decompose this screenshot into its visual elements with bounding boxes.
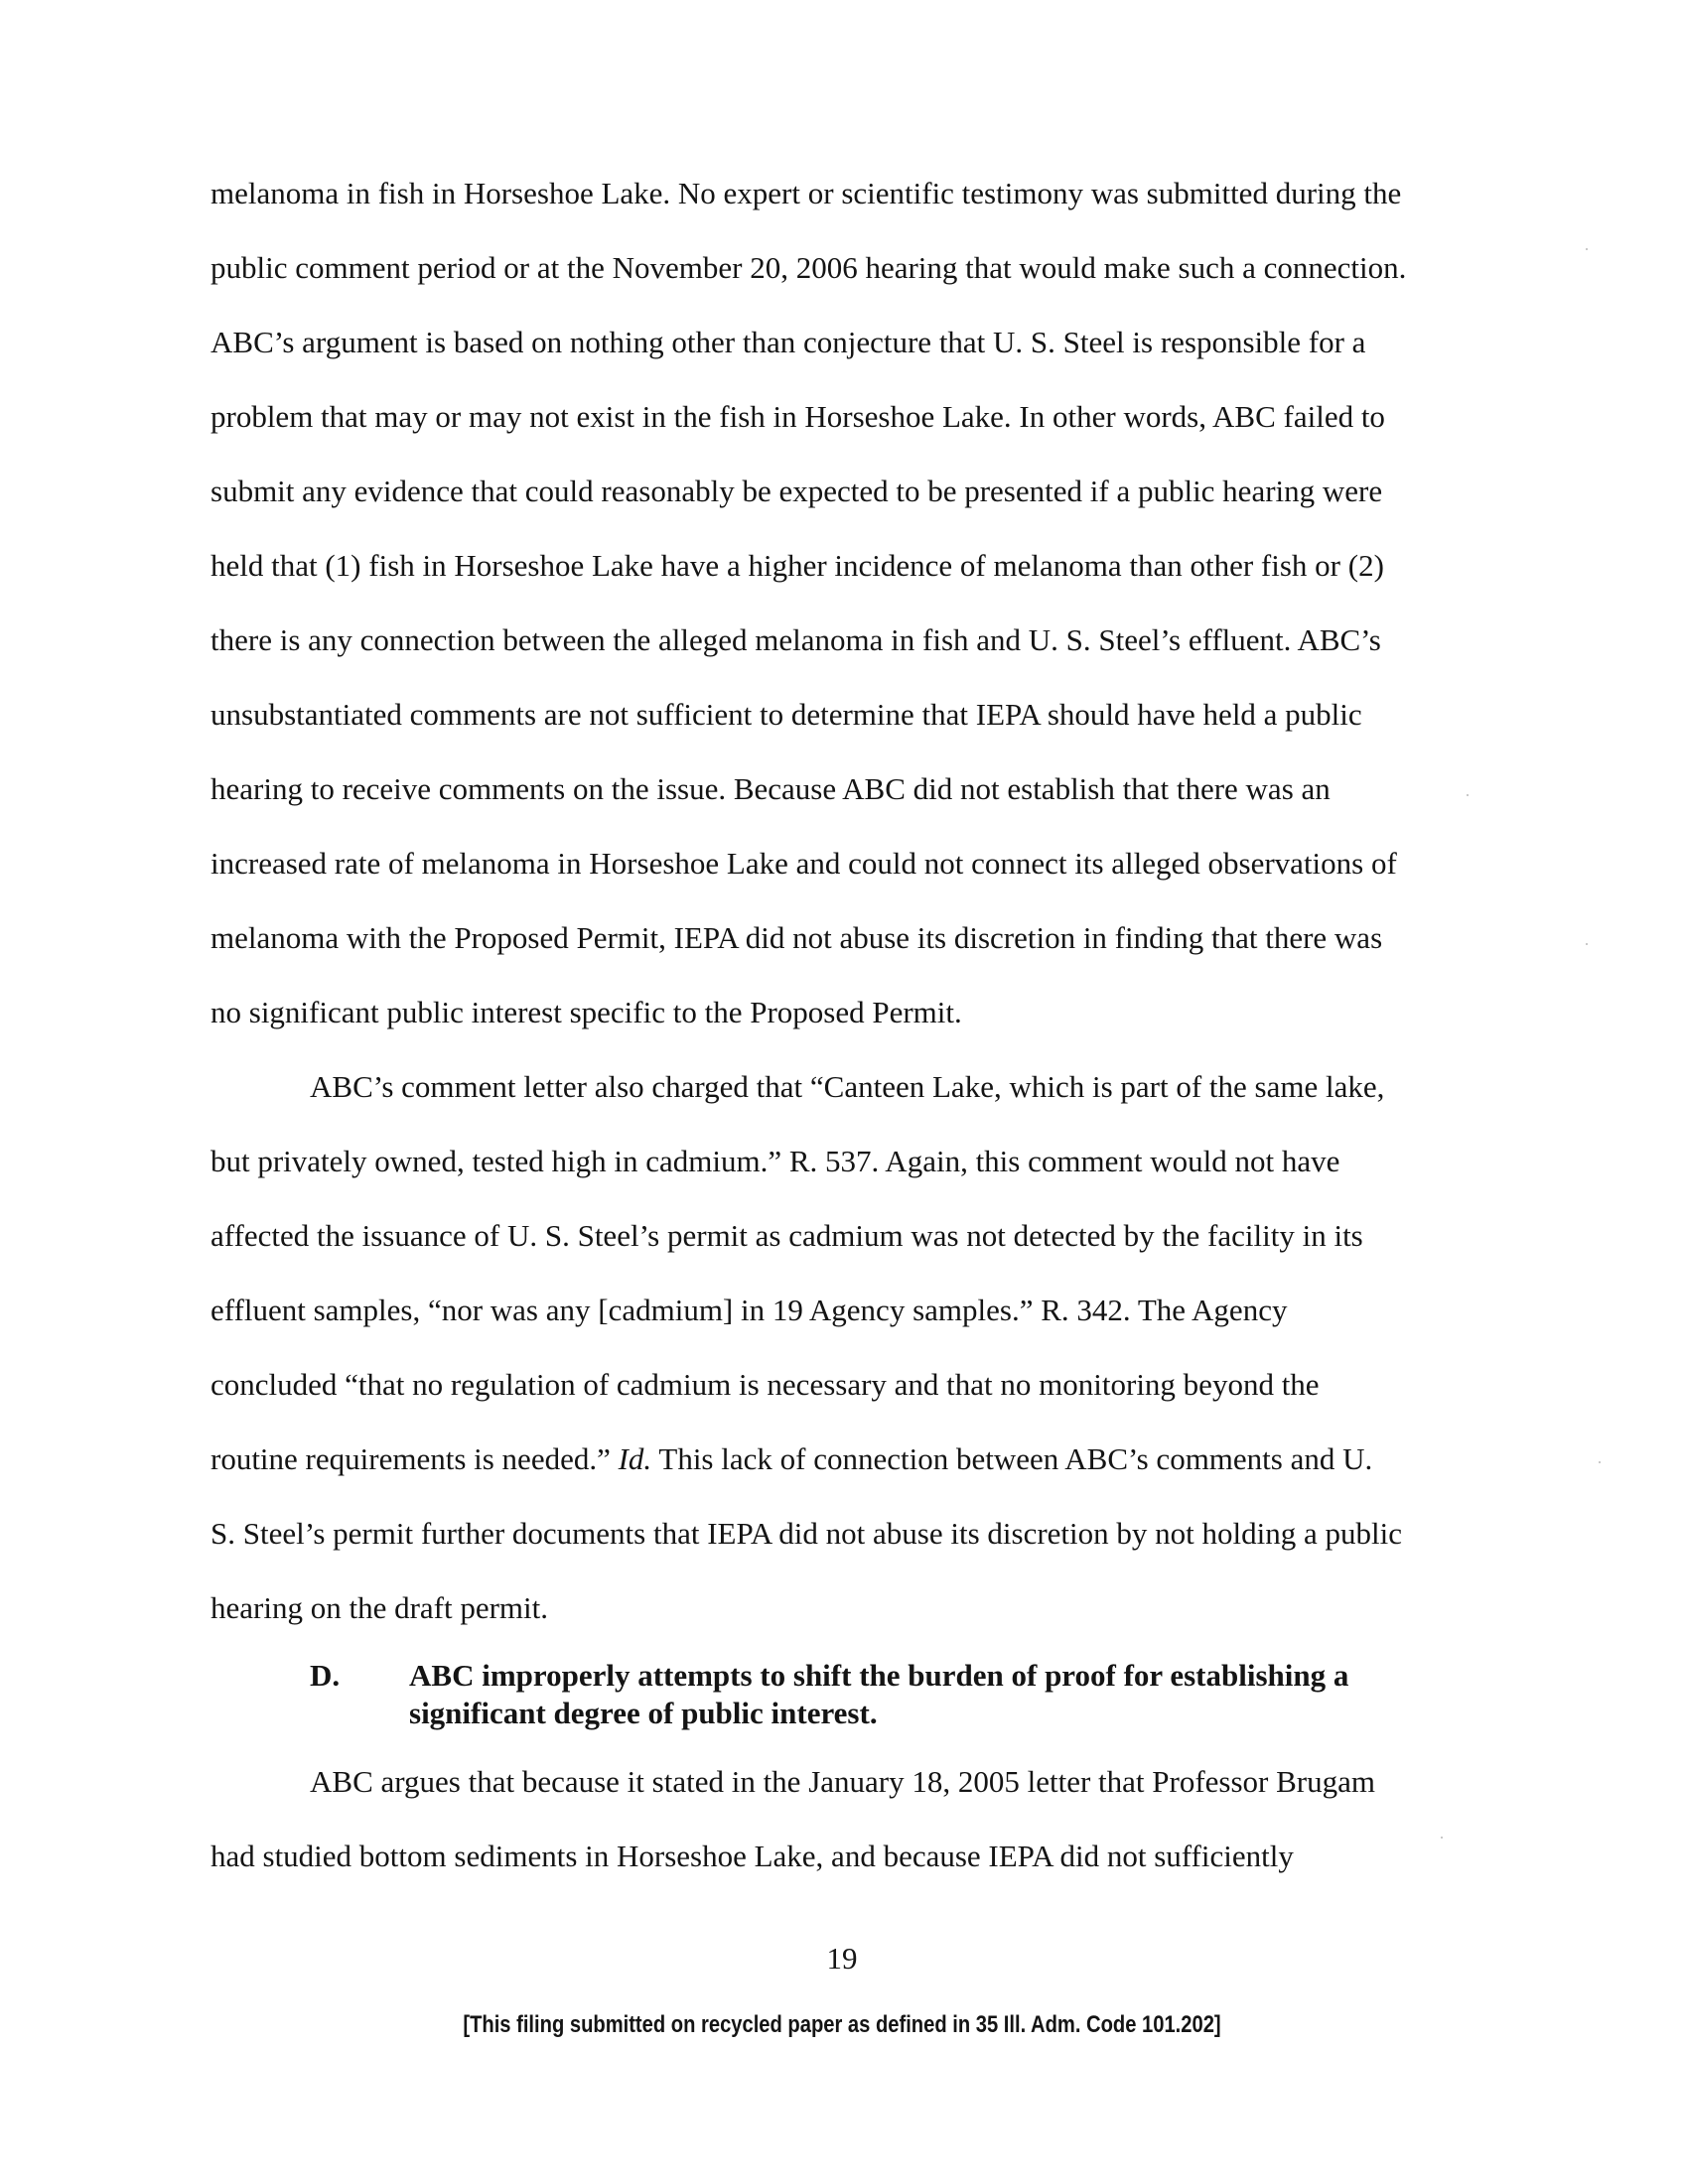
text-line: public comment period or at the November 20, 2006 hearing that would make such a connection.	[210, 250, 1407, 285]
text-line: S. Steel’s permit further documents that IEPA did not abuse its discretion by not holding a public	[210, 1516, 1402, 1551]
scan-speck	[1467, 794, 1469, 796]
text-line: concluded “that no regulation of cadmium is necessary and that no monitoring beyond the	[210, 1367, 1320, 1402]
text-line: unsubstantiated comments are not sufficient to determine that IEPA should have held a public	[210, 697, 1362, 732]
text-line: melanoma in fish in Horseshoe Lake. No expert or scientific testimony was submitted during the	[210, 176, 1402, 210]
recycled-paper-footer: [This filing submitted on recycled paper as defined in 35 Ill. Adm. Code 101.202]	[463, 2011, 1221, 2038]
text-line: problem that may or may not exist in the fish in Horseshoe Lake. In other words, ABC failed to	[210, 399, 1385, 434]
text-line: increased rate of melanoma in Horseshoe Lake and could not connect its alleged observations of	[210, 846, 1397, 881]
text-segment: routine requirements is needed.”	[210, 1441, 619, 1476]
scan-speck	[1441, 1837, 1443, 1839]
text-line: affected the issuance of U. S. Steel’s permit as cadmium was not detected by the facility in its	[210, 1218, 1363, 1253]
text-line: had studied bottom sediments in Horseshoe Lake, and because IEPA did not sufficiently	[210, 1839, 1294, 1873]
page-number: 19	[826, 1941, 858, 1976]
text-line: submit any evidence that could reasonably be expected to be presented if a public hearing were	[210, 474, 1383, 508]
scan-speck	[1586, 248, 1588, 250]
text-line: held that (1) fish in Horseshoe Lake have a higher incidence of melanoma than other fish or (2)	[210, 548, 1384, 583]
text-line: there is any connection between the alleged melanoma in fish and U. S. Steel’s effluent. ABC’s	[210, 622, 1381, 657]
text-line: ABC’s argument is based on nothing other than conjecture that U. S. Steel is responsible for a	[210, 325, 1366, 359]
section-heading-line: significant degree of public interest.	[409, 1696, 878, 1730]
text-line: ABC argues that because it stated in the January 18, 2005 letter that Professor Brugam	[310, 1764, 1375, 1799]
text-line: effluent samples, “nor was any [cadmium] in 19 Agency samples.” R. 342. The Agency	[210, 1293, 1288, 1327]
text-line-with-citation	[210, 1441, 1372, 1477]
text-line: ABC’s comment letter also charged that “Canteen Lake, which is part of the same lake,	[310, 1069, 1385, 1104]
scan-speck	[1586, 943, 1588, 945]
section-heading-line: ABC improperly attempts to shift the burden of proof for establishing a	[409, 1658, 1349, 1693]
text-line: hearing on the draft permit.	[210, 1590, 549, 1625]
text-line: no significant public interest specific to the Proposed Permit.	[210, 995, 962, 1029]
text-line: hearing to receive comments on the issue. Because ABC did not establish that there was an	[210, 771, 1331, 806]
id-citation: Id.	[618, 1441, 652, 1476]
section-letter: D.	[310, 1658, 341, 1693]
text-line: melanoma with the Proposed Permit, IEPA did not abuse its discretion in finding that there was	[210, 920, 1383, 955]
text-segment: This lack of connection between ABC’s comments and U.	[651, 1441, 1373, 1476]
scan-speck	[1599, 1461, 1601, 1463]
text-line: but privately owned, tested high in cadmium.” R. 537. Again, this comment would not have	[210, 1144, 1340, 1178]
